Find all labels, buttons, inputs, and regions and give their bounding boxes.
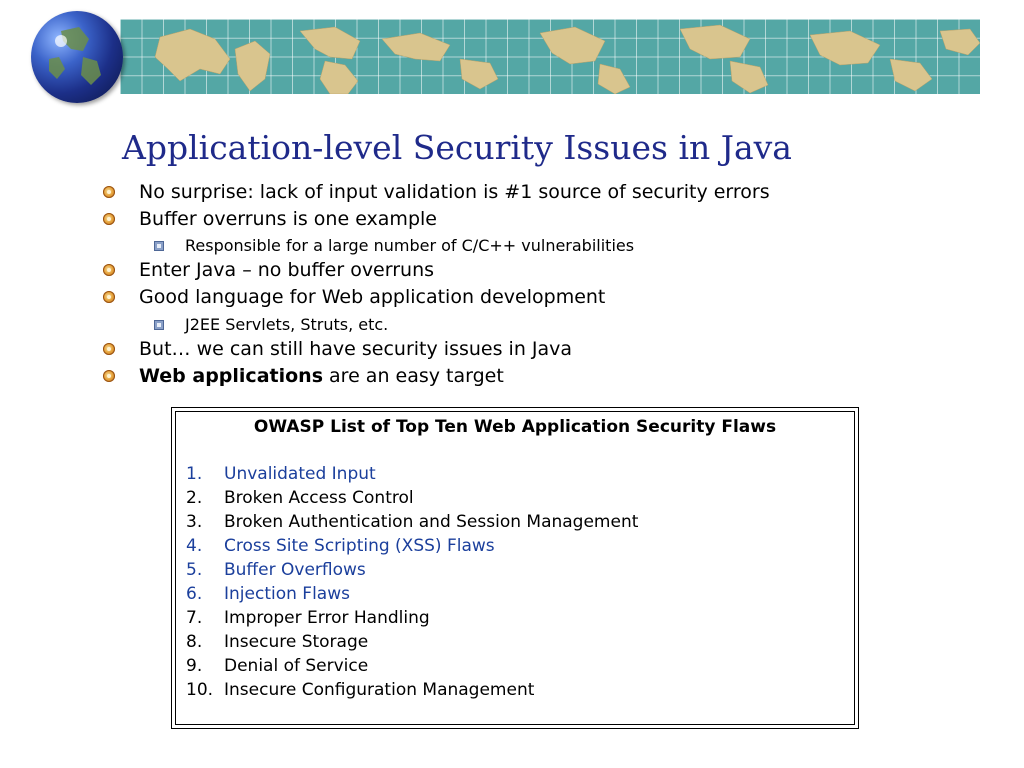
- slide-title: Application-level Security Issues in Java: [122, 128, 792, 167]
- owasp-item-number: 7.: [186, 608, 203, 628]
- bullet-rest-text: are an easy target: [323, 365, 504, 387]
- owasp-item-number: 4.: [186, 536, 203, 556]
- owasp-box-inner: [175, 411, 855, 725]
- owasp-item-text: Broken Authentication and Session Management: [224, 512, 639, 532]
- owasp-item-text: Unvalidated Input: [224, 464, 376, 484]
- owasp-item-text: Insecure Configuration Management: [224, 680, 535, 700]
- owasp-item-text: Improper Error Handling: [224, 608, 430, 628]
- bullet-item: [139, 365, 504, 387]
- owasp-item-number: 1.: [186, 464, 203, 484]
- globe-continents: [31, 11, 123, 103]
- owasp-item: [186, 488, 414, 508]
- owasp-item-text: Buffer Overflows: [224, 560, 366, 580]
- owasp-item: [186, 536, 495, 556]
- owasp-item-text: Insecure Storage: [224, 632, 369, 652]
- owasp-item-number: 9.: [186, 656, 203, 676]
- globe-icon: [31, 11, 123, 103]
- owasp-item-number: 10.: [186, 680, 214, 700]
- owasp-box: [171, 407, 859, 729]
- sub-bullet-item: Responsible for a large number of C/C++ vulnerabilities: [185, 236, 635, 255]
- bullet-item: No surprise: lack of input validation is #1 source of security errors: [139, 181, 770, 203]
- bullet-item: Enter Java – no buffer overruns: [139, 259, 435, 281]
- bullet-item: Good language for Web application development: [139, 286, 606, 308]
- bullet-item: Buffer overruns is one example: [139, 208, 437, 230]
- bullet-icon: [103, 213, 115, 225]
- owasp-item: [186, 656, 368, 676]
- sub-bullet-item: J2EE Servlets, Struts, etc.: [185, 315, 389, 334]
- owasp-item: [186, 464, 376, 484]
- bullet-icon: [103, 370, 115, 382]
- owasp-item: [186, 560, 366, 580]
- owasp-item-number: 6.: [186, 584, 203, 604]
- owasp-item: [186, 680, 534, 700]
- owasp-item-number: 2.: [186, 488, 203, 508]
- owasp-item-text: Injection Flaws: [224, 584, 350, 604]
- owasp-title: OWASP List of Top Ten Web Application Security Flaws: [253, 417, 777, 437]
- bullet-item: But… we can still have security issues in Java: [139, 338, 573, 360]
- sub-bullet-icon: [154, 320, 164, 330]
- owasp-item-number: 5.: [186, 560, 203, 580]
- bullet-icon: [103, 343, 115, 355]
- owasp-item: [186, 584, 350, 604]
- owasp-item: [186, 512, 638, 532]
- owasp-item-text: Cross Site Scripting (XSS) Flaws: [224, 536, 495, 556]
- bullet-icon: [103, 291, 115, 303]
- world-map-banner: [120, 19, 980, 94]
- bullet-icon: [103, 264, 115, 276]
- owasp-item-text: Denial of Service: [224, 656, 369, 676]
- bullet-icon: [103, 186, 115, 198]
- world-map-graphic: [120, 19, 980, 94]
- owasp-item-number: 3.: [186, 512, 203, 532]
- owasp-item-text: Broken Access Control: [224, 488, 414, 508]
- owasp-item-number: 8.: [186, 632, 203, 652]
- sub-bullet-icon: [154, 241, 164, 251]
- owasp-item: [186, 632, 368, 652]
- owasp-item: [186, 608, 430, 628]
- bullet-bold-text: Web applications: [139, 365, 323, 387]
